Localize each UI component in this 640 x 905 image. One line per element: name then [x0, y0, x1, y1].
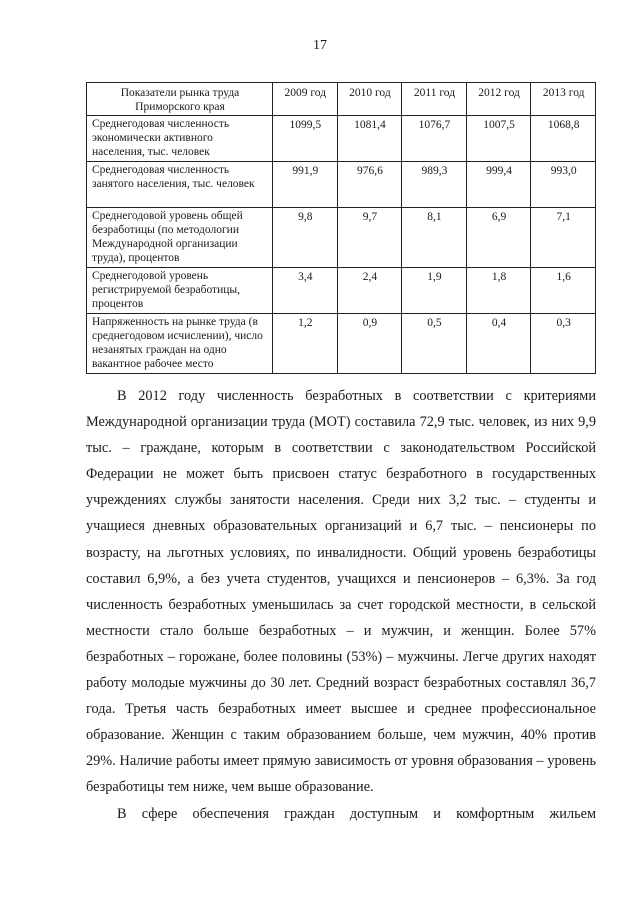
cell-value: 1068,8 [531, 116, 596, 162]
table-row [87, 162, 596, 208]
cell-value: 9,8 [273, 208, 338, 268]
cell-value: 2,4 [337, 268, 402, 314]
cell-value: 989,3 [402, 162, 467, 208]
header-indicator: Показатели рынка труда Приморского края [87, 83, 273, 116]
row-label: Среднегодовая численность экономически активного населения, тыс. человек [87, 116, 273, 162]
table-row [87, 208, 596, 268]
row-label: Среднегодовая численность занятого населения, тыс. человек [87, 162, 273, 208]
labor-market-table [86, 82, 596, 374]
header-year: 2010 год [337, 83, 402, 116]
cell-value: 0,9 [337, 314, 402, 374]
cell-value: 1007,5 [466, 116, 531, 162]
cell-value: 1,9 [402, 268, 467, 314]
cell-value: 0,4 [466, 314, 531, 374]
cell-value: 6,9 [466, 208, 531, 268]
table-row [87, 314, 596, 374]
cell-value: 1,2 [273, 314, 338, 374]
cell-value: 1076,7 [402, 116, 467, 162]
row-label: Напряженность на рынке труда (в среднегодовом исчислении), число незанятых граждан на одно вакантное рабочее место [87, 314, 273, 374]
cell-value: 999,4 [466, 162, 531, 208]
cell-value: 1099,5 [273, 116, 338, 162]
cell-value: 976,6 [337, 162, 402, 208]
cell-value: 9,7 [337, 208, 402, 268]
page-number: 17 [313, 38, 327, 53]
paragraph: В сфере обеспечения граждан доступным и комфортным жильем [117, 805, 596, 822]
header-year: 2012 год [466, 83, 531, 116]
cell-value: 7,1 [531, 208, 596, 268]
cell-value: 1,6 [531, 268, 596, 314]
cell-value: 993,0 [531, 162, 596, 208]
cell-value: 991,9 [273, 162, 338, 208]
header-year: 2009 год [273, 83, 338, 116]
cell-value: 0,5 [402, 314, 467, 374]
table-row [87, 268, 596, 314]
table-row [87, 116, 596, 162]
header-year: 2013 год [531, 83, 596, 116]
cell-value: 8,1 [402, 208, 467, 268]
paragraph: В 2012 году численность безработных в соответствии с критериями Международной организации труда (МОТ) составила 72,9 тыс. человек, из них 9,9 тыс. – граждане, которым в соответствии с законодательством Российской Федерации не может быть присвоен статус безработного в государственных учреждениях службы занятости населения. Среди них 3,2 тыс. – студенты и учащиеся дневных образовательных организаций и 6,7 тыс. – пенсионеры по возрасту, на льготных условиях, по инвалидности. Общий уровень безработицы составил 6,9%, а без учета студентов, учащихся и пенсионеров – 6,3%. За год численность безработных уменьшилась за счет городской местности, в сельской местности стало больше безработных – и мужчин, и женщин. Более 57% безработных – горожане, более половины (53%) – мужчины. Легче других находят работу молодые мужчины до 30 лет. Средний возраст безработных составлял 36,7 года. Третья часть безработных имеет высшее и среднее профессиональное образование. Женщин с таким образованием больше, чем мужчин, 40% против 29%. Наличие работы имеет прямую зависимость от уровня образования – уровень безработицы тем ниже, чем выше образование. [86, 388, 596, 796]
cell-value: 1081,4 [337, 116, 402, 162]
row-label: Среднегодовой уровень регистрируемой безработицы, процентов [87, 268, 273, 314]
cell-value: 0,3 [531, 314, 596, 374]
body-text [86, 383, 596, 827]
cell-value: 3,4 [273, 268, 338, 314]
table-header-row [87, 83, 596, 116]
row-label: Среднегодовой уровень общей безработицы (по методологии Международной организации труда), процентов [87, 208, 273, 268]
cell-value: 1,8 [466, 268, 531, 314]
header-year: 2011 год [402, 83, 467, 116]
